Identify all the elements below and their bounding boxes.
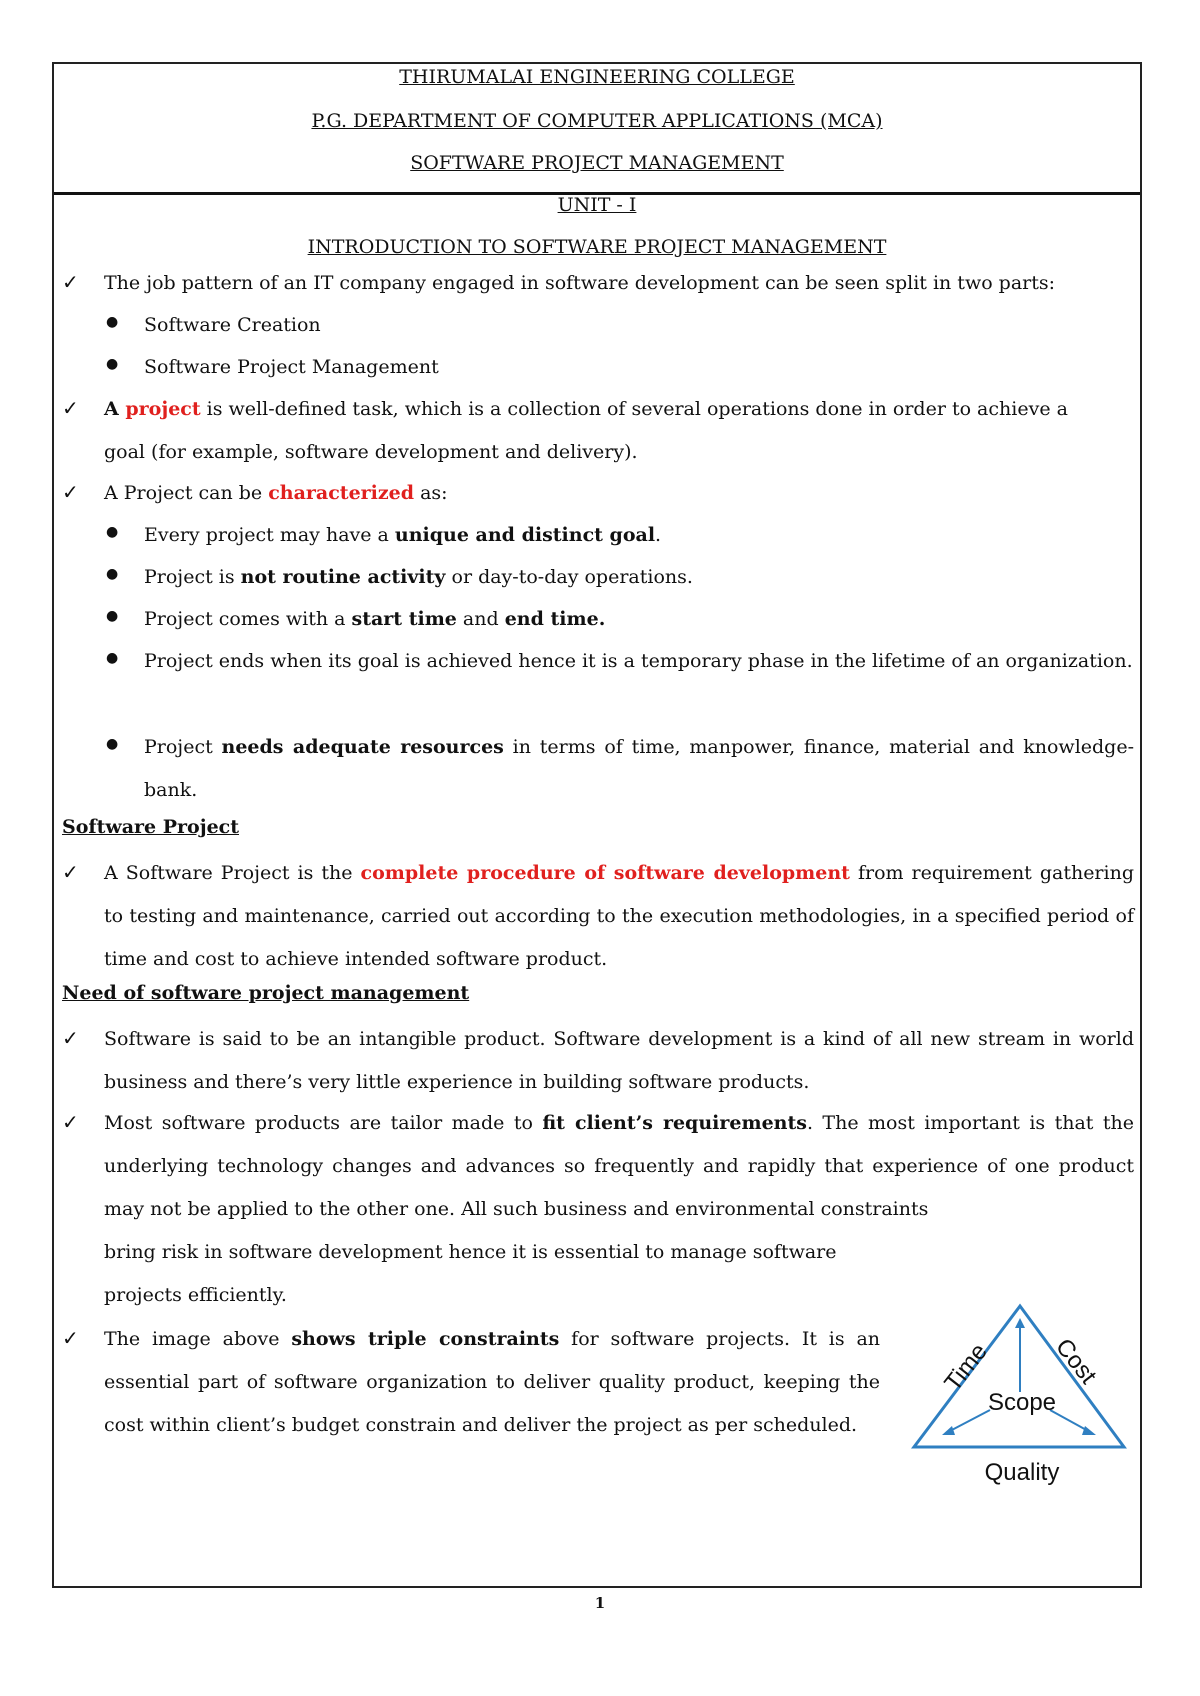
checkmark-icon: ✓	[62, 270, 79, 294]
list-item: Software Creation	[144, 314, 321, 336]
arrowhead-up-icon	[1015, 1318, 1025, 1328]
bullet-icon: ●	[106, 736, 119, 752]
label-cost: Cost	[1050, 1333, 1102, 1390]
characterized-paragraph: A Project can be characterized as:	[104, 482, 448, 504]
highlight-complete-procedure: complete procedure of software development	[360, 862, 850, 884]
bullet-icon: ●	[106, 650, 119, 666]
checkmark-icon: ✓	[62, 1326, 79, 1350]
bullet-icon: ●	[106, 356, 119, 372]
page-number: 1	[594, 1594, 606, 1612]
list-item: Project comes with a start time and end time.	[144, 608, 606, 630]
label-time: Time	[939, 1338, 993, 1397]
unit-label: UNIT - I	[557, 194, 637, 216]
list-item: Project ends when its goal is achieved hence it is a temporary phase in the lifetime of an organization.	[144, 650, 1133, 672]
college-name: THIRUMALAI ENGINEERING COLLEGE	[399, 66, 795, 88]
label-quality: Quality	[984, 1459, 1060, 1486]
arrowhead-left-icon	[942, 1426, 955, 1435]
need-paragraph-1: Software is said to be an intangible product. Software development is a kind of all new stream in world business and there’s very little experience in building software products.	[104, 1028, 1134, 1093]
section-heading-need: Need of software project management	[62, 982, 470, 1004]
checkmark-icon: ✓	[62, 1026, 79, 1050]
list-item: Project is not routine activity or day-to-day operations.	[144, 566, 693, 588]
need-paragraph-3: The image above shows triple constraints for software projects. It is an essential part of software organization to deliver quality product, keeping the cost within client’s budget constrain and deliver the project as per scheduled.	[104, 1328, 881, 1436]
highlight-characterized: characterized	[268, 482, 415, 504]
checkmark-icon: ✓	[62, 1110, 79, 1134]
section-heading-software-project: Software Project	[62, 816, 240, 838]
label-scope: Scope	[987, 1389, 1057, 1416]
need-paragraph-2: Most software products are tailor made to fit client’s requirements. The most important is that the underlying technology changes and advances so frequently and rapidly that experience of one product may not be applied to the other one. All such business and environmental constraints	[104, 1112, 1134, 1220]
checkmark-icon: ✓	[62, 860, 79, 884]
department-name: P.G. DEPARTMENT OF COMPUTER APPLICATIONS (MCA)	[311, 110, 883, 132]
arrow-left	[948, 1410, 990, 1432]
intro-paragraph-1: The job pattern of an IT company engaged in software development can be seen split in two parts:	[104, 272, 1056, 294]
subject-title: SOFTWARE PROJECT MANAGEMENT	[410, 152, 784, 174]
triple-constraint-diagram	[910, 1302, 1128, 1494]
list-item: Project needs adequate resources in terms of time, manpower, finance, material and knowledge-bank.	[144, 736, 1135, 801]
list-item: Software Project Management	[144, 356, 439, 378]
bullet-icon: ●	[106, 314, 119, 330]
checkmark-icon: ✓	[62, 480, 79, 504]
bullet-icon: ●	[106, 608, 119, 624]
checkmark-icon: ✓	[62, 396, 79, 420]
bullet-icon: ●	[106, 566, 119, 582]
bullet-icon: ●	[106, 524, 119, 540]
list-item: Every project may have a unique and distinct goal.	[144, 524, 662, 546]
highlight-project: project	[125, 398, 201, 420]
software-project-definition: A Software Project is the complete procedure of software development from requirement gathering to testing and maintenance, carried out according to the execution methodologies, in a specified period of time and cost to achieve intended software product.	[104, 862, 1134, 970]
need-paragraph-2-continued: bring risk in software development hence it is essential to manage software projects efficiently.	[104, 1241, 837, 1306]
project-definition: A project is well-defined task, which is a collection of several operations done in order to achieve a goal (for example, software development and delivery).	[104, 398, 1068, 463]
unit-title: INTRODUCTION TO SOFTWARE PROJECT MANAGEMENT	[307, 236, 887, 258]
arrowhead-right-icon	[1082, 1426, 1096, 1435]
